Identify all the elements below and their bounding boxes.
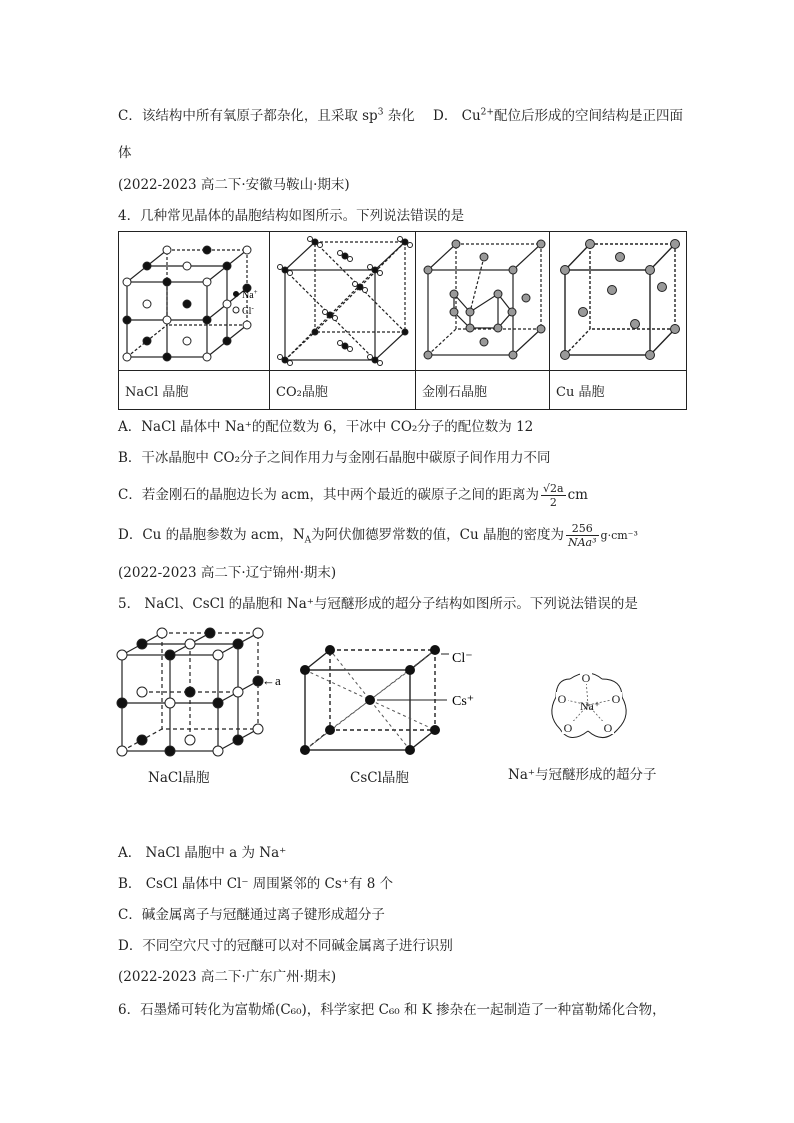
- density-fraction: [566, 522, 599, 549]
- q3-option-c-d-line: [118, 106, 683, 126]
- crown-o-3: O: [603, 721, 613, 735]
- cu-cell-diagram: [550, 232, 686, 370]
- q5-source: (2022-2023 高二下·辽宁锦州·期末): [118, 565, 337, 581]
- caption-nacl: NaCl 晶胞: [119, 371, 270, 410]
- q4-stem: 4．几种常见晶体的晶胞结构如图所示。下列说法错误的是: [118, 208, 465, 224]
- crown-na-center: Na⁺: [579, 699, 601, 713]
- q3-option-d: D． Cu: [433, 108, 481, 124]
- q5-option-b: B． CsCl 晶体中 Cl⁻ 周围紧邻的 Cs⁺有 8 个: [118, 876, 394, 892]
- crown-o-2: O: [611, 692, 621, 706]
- na-subscript: A: [304, 535, 312, 546]
- cu-charge: 2+: [480, 107, 494, 118]
- q6-stem: 6．石墨烯可转化为富勒烯(C₆₀)，科学家把 C₆₀ 和 K 掺杂在一起制造了一种富勒烯化合物，: [118, 1002, 666, 1018]
- q4-option-a: A．NaCl 晶体中 Na⁺的配位数为 6，干冰中 CO₂分子的配位数为 12: [118, 419, 534, 435]
- co2-cell-diagram: [270, 232, 415, 370]
- co2-cell-figure: [270, 232, 416, 371]
- legend-cl: Cl: [242, 306, 252, 317]
- legend-na-charge: +: [253, 288, 258, 296]
- fraction-numerator: √2a: [543, 482, 564, 495]
- label-cl: Cl⁻: [452, 651, 473, 666]
- q5-option-d: D．不同空穴尺寸的冠醚可以对不同碱金属离子进行识别: [118, 938, 453, 954]
- unit-cm: cm: [567, 487, 588, 503]
- sp3-superscript: 3: [377, 107, 384, 118]
- cscl-diagram: [295, 640, 485, 760]
- diamond-cell-diagram: [416, 232, 549, 370]
- label-a: ←a: [262, 673, 281, 688]
- diamond-cell-figure: [416, 232, 550, 371]
- density-numerator: 256: [566, 522, 599, 536]
- distance-fraction: [541, 482, 566, 509]
- q4-option-d: [118, 520, 638, 551]
- q4-source: (2022-2023 高二下·安徽马鞍山·期末): [118, 177, 350, 193]
- label-crown-ether: Na⁺与冠醚形成的超分子: [508, 767, 657, 783]
- q3-option-d-text: 配位后形成的空间结构是正四面: [493, 108, 683, 124]
- q5-option-c: C．碱金属离子与冠醚通过离子键形成超分子: [118, 907, 385, 923]
- nacl-cell-diagram: [119, 232, 269, 370]
- density-denominator: NAa³: [567, 536, 597, 549]
- legend-cl-charge: -: [251, 304, 254, 312]
- crown-o-5: O: [557, 692, 567, 706]
- q4-option-d-mid: 为阿伏伽德罗常数的值，Cu 晶胞的密度为: [311, 527, 564, 543]
- cu-cell-figure: [550, 232, 687, 371]
- q6-source: (2022-2023 高二下·广东广州·期末): [118, 969, 337, 985]
- caption-diamond: 金刚石晶胞: [416, 371, 550, 410]
- q5-option-a: A． NaCl 晶胞中 a 为 Na⁺: [118, 845, 287, 861]
- q4-crystal-table: [118, 231, 687, 410]
- legend-na: Na: [242, 290, 254, 301]
- svg-text:Cl-: [242, 304, 254, 317]
- label-cs: Cs⁺: [452, 694, 475, 709]
- svg-text:Na+: [242, 288, 258, 301]
- q4-option-d-text: D．Cu 的晶胞参数为 acm，N: [118, 527, 305, 543]
- label-cscl-cell: CsCl晶胞: [350, 770, 409, 786]
- crown-o-4: O: [563, 721, 573, 735]
- q4-option-b: B．干冰晶胞中 CO₂分子之间作用力与金刚石晶胞中碳原子间作用力不同: [118, 450, 551, 466]
- nacl-cell-figure: [119, 232, 270, 371]
- q3-option-c-end: 杂化: [383, 108, 415, 124]
- fraction-denominator: 2: [549, 496, 557, 509]
- nacl-large-diagram: [112, 625, 292, 760]
- crown-o-1: O: [581, 671, 591, 685]
- label-nacl-cell: NaCl晶胞: [148, 770, 210, 786]
- crown-ether-diagram: [540, 665, 640, 755]
- q4-option-c: [118, 480, 588, 510]
- caption-cu: Cu 晶胞: [550, 371, 687, 410]
- caption-co2: CO₂晶胞: [270, 371, 416, 410]
- density-unit: g·cm⁻³: [600, 529, 638, 542]
- q5-stem: 5． NaCl、CsCl 的晶胞和 Na⁺与冠醚形成的超分子结构如图所示。下列说法错误的是: [118, 596, 638, 612]
- q4-option-c-text: C．若金刚石的晶胞边长为 acm，其中两个最近的碳原子之间的距离为: [118, 487, 540, 503]
- q3-option-d-wrap: 体: [118, 145, 132, 161]
- q3-option-c: C．该结构中所有氧原子都杂化，且采取 sp: [118, 108, 378, 124]
